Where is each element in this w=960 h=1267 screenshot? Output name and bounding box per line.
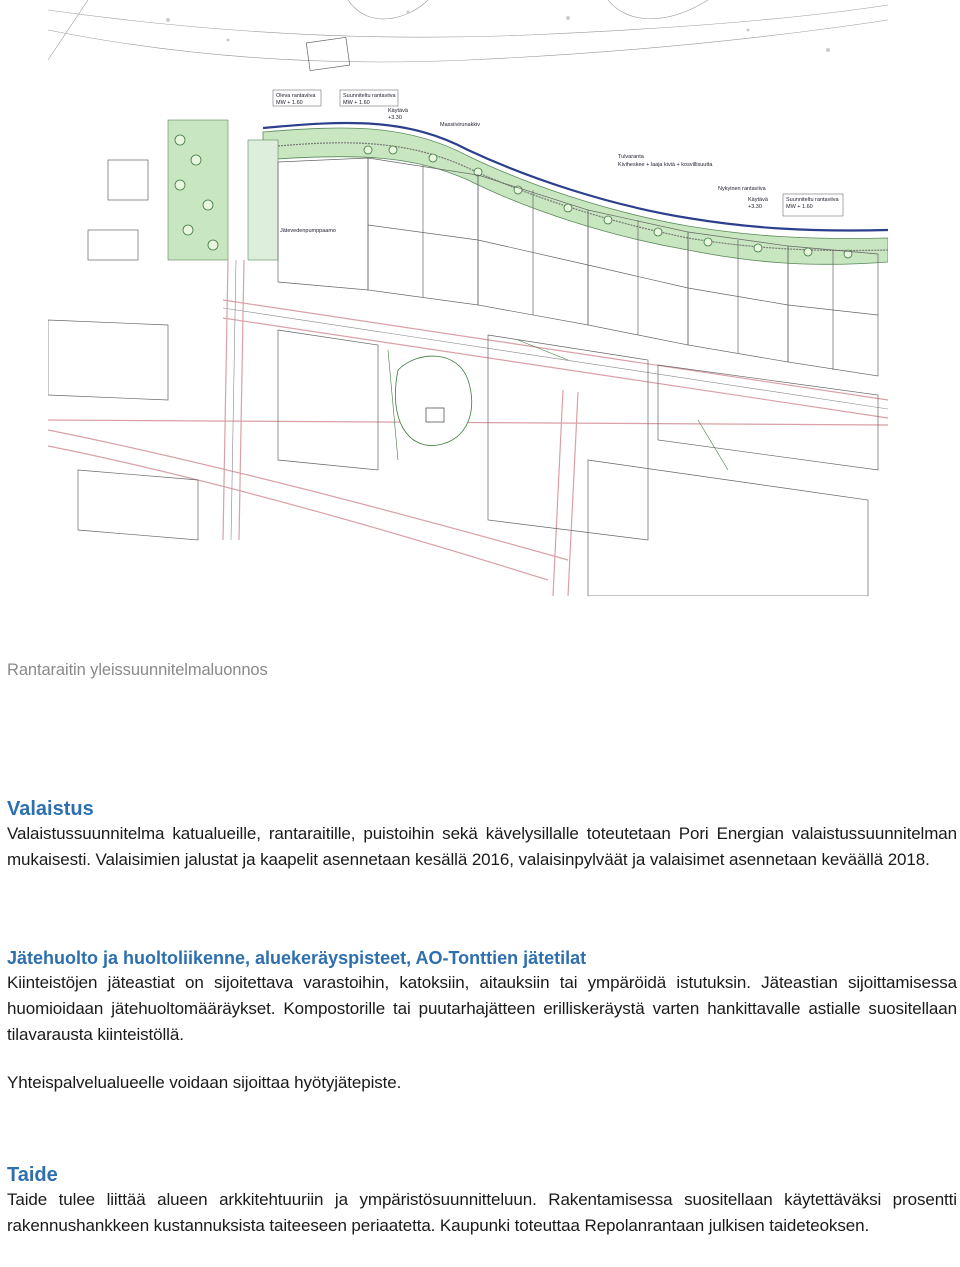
section-yhteispalvelu [7, 1070, 957, 1096]
label-tulvaranta: Tulvaranta [618, 154, 644, 160]
label-kayttava-1: Käytävä [388, 108, 408, 114]
label-suunniteltu-mw-1: MW + 1.60 [343, 100, 370, 106]
section-valaistus [7, 797, 957, 873]
label-suunniteltu-rantaviiva-2: Suunniteltu rantaviiva [786, 197, 839, 203]
body-taide: Taide tulee liittää alueen arkkitehtuuriin ja ympäristösuunnitteluun. Rakentamisessa suositellaan käytettäväksi prosentti rakennushankkeen kustannuksista taiteeseen periaatetta. Kaupunki toteuttaa Repolanrantaan julkisen taideteoksen. [7, 1190, 957, 1235]
label-kayttava-korko-2: +3.30 [748, 204, 762, 210]
label-massiivirunakkiv: Massiivirunakkiv [440, 122, 481, 128]
label-oleva-rantaviiva: Oleva rantaviiva [276, 93, 316, 99]
heading-taide: Taide [7, 1164, 58, 1186]
label-kayttava-korko-1: +3.30 [388, 115, 402, 121]
label-kayttava-2: Käytävä [748, 197, 768, 203]
body-yhteispalvelu: Yhteispalvelualueelle voidaan sijoittaa hyötyjätepiste. [7, 1073, 402, 1092]
section-taide [7, 1163, 957, 1239]
label-suunniteltu-mw-2: MW + 1.60 [786, 204, 813, 210]
site-plan-map [48, 0, 888, 596]
section-jatehuolto [7, 946, 957, 1048]
label-kivikeske: Kiviheskee + laaja kivià + kosvillisuutta [618, 162, 713, 168]
heading-valaistus: Valaistus [7, 798, 94, 820]
label-suunniteltu-rantaviiva-1: Suunniteltu rantaviiva [343, 93, 396, 99]
body-valaistus: Valaistussuunnitelma katualueille, rantaraitille, puistoihin sekä kävelysillalle toteutetaan Pori Energian valaistussuunnitelman mukaisesti. Valaisimien jalustat ja kaapelit asennetaan kesällä 2016, valaisinpylväät ja valaisimet asennetaan keväällä 2018. [7, 824, 957, 869]
label-nykyinen-rantaviiva: Nykyinen rantaviiva [718, 186, 766, 192]
label-oleva-mw: MW + 1.60 [276, 100, 303, 106]
figure-caption: Rantaraitin yleissuunnitelmaluonnos [7, 661, 268, 679]
terrain-texture [48, 0, 888, 62]
heading-jatehuolto: Jätehuolto ja huoltoliikenne, aluekeräyspisteet, AO-Tonttien jätetilat [7, 948, 587, 968]
label-jatevedenpumppaamo: Jätevedenpumppaamo [280, 228, 336, 234]
body-jatehuolto: Kiinteistöjen jäteastiat on sijoitettava varastoihin, katoksiin, aitauksiin tai ympäröidä istutuksin. Jäteastian sijoittamisessa huomioidaan jätehuoltomääräykset. Kompostorille tai puutarhajätteen erilliskeräystä varten hankittavalle astialle suositellaan tilavarausta kiinteistöllä. [7, 973, 957, 1044]
